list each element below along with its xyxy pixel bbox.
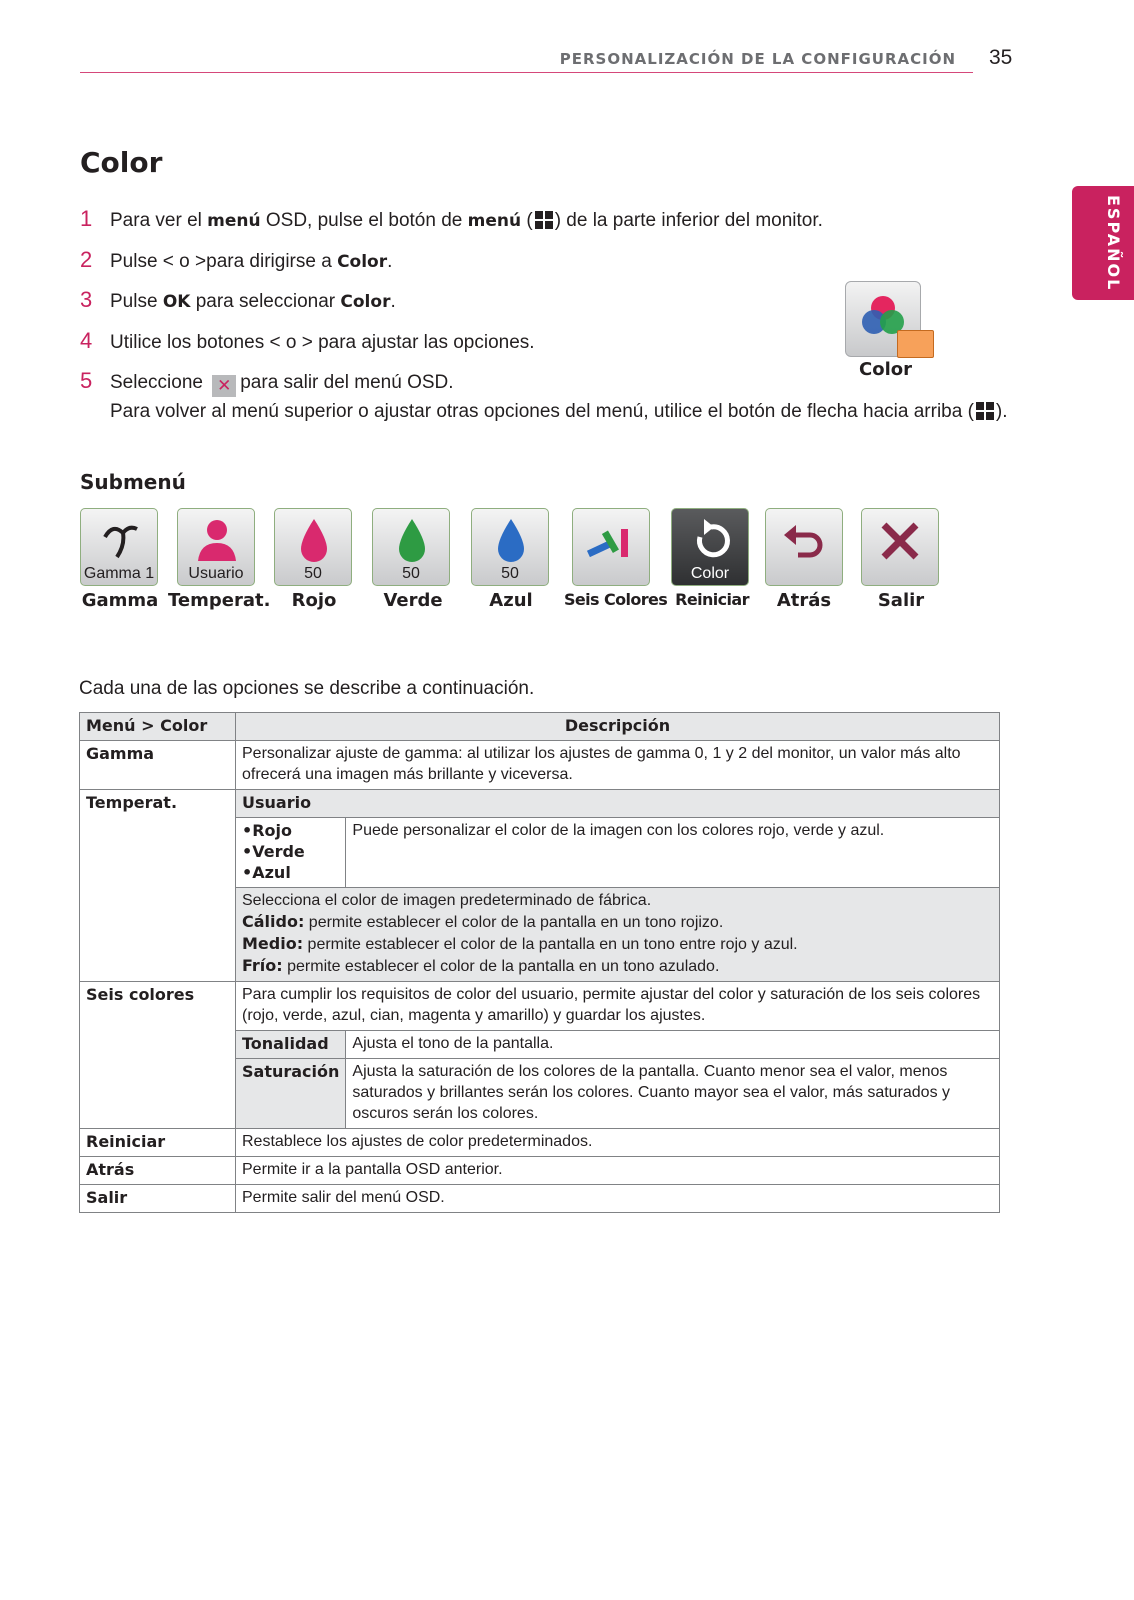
step-bold: Color (337, 252, 388, 272)
back-arrow-icon (780, 515, 830, 565)
preset-text: permite establecer el color de la pantalla en un tono azulado. (282, 958, 720, 975)
tile-label-seis-colores: Seis Colores (564, 590, 668, 609)
language-tab-label: ESPAÑOL (1104, 194, 1123, 292)
step-text: para seleccionar (190, 291, 341, 312)
step-text: ( (521, 210, 533, 231)
step-number: 4 (80, 328, 93, 353)
header-description: Descripción (236, 713, 1000, 741)
table-row (80, 790, 1000, 818)
step-5 (80, 368, 454, 397)
gamma-tile[interactable] (80, 508, 158, 586)
six-colors-icon (587, 515, 647, 565)
row-key-seis-colores: Seis colores (80, 982, 236, 1129)
rgb-description: Puede personalizar el color de la imagen con los colores rojo, verde y azul. (346, 818, 1000, 888)
table-row (80, 1129, 1000, 1157)
tile-label-azul: Azul (489, 590, 533, 611)
user-tile[interactable] (177, 508, 255, 586)
color-icon-label: Color (859, 359, 912, 380)
tile-label-temperat: Temperat. (168, 590, 271, 611)
preset-key: Frío: (242, 956, 283, 975)
menu-button-icon (535, 211, 553, 229)
step-bold: Color (340, 292, 391, 312)
preset-intro: Selecciona el color de imagen predeterminado de fábrica. (242, 892, 652, 909)
step-text: . (387, 251, 393, 272)
row-value-reiniciar: Restablece los ajustes de color predeterminados. (236, 1129, 1000, 1157)
table-header-row (80, 713, 1000, 741)
row-value-gamma: Personalizar ajuste de gamma: al utilizar los ajustes de gamma 0, 1 y 2 del monitor, un valor más alto ofrecerá una imagen más brillante y viceversa. (236, 741, 1000, 790)
options-table (79, 712, 1000, 1213)
tile-caption: Gamma 1 (83, 565, 155, 582)
blue-drop-icon (486, 515, 536, 565)
reset-tile[interactable] (671, 508, 749, 586)
tile-caption: 50 (501, 565, 519, 582)
exit-tile[interactable] (861, 508, 939, 586)
preset-description (236, 888, 1000, 982)
step-number: 3 (80, 287, 93, 312)
step-text: OSD, pulse el botón de (260, 210, 468, 231)
language-tab (1072, 186, 1134, 300)
row-key-gamma: Gamma (80, 741, 236, 790)
user-icon (192, 515, 242, 565)
exit-icon: ✕ (212, 375, 236, 397)
step-4 (80, 328, 535, 354)
rgb-item: •Verde (242, 842, 305, 861)
saturacion-description: Ajusta la saturación de los colores de la pantalla. Cuanto menor sea el valor, menos saturados y brillantes serán los colores. Cuanto mayor sea el valor, más saturados y oscuros serán los colores. (346, 1059, 1000, 1129)
tile-caption: 50 (304, 565, 322, 582)
step-1 (80, 206, 823, 232)
step-bold: OK (162, 292, 191, 312)
note-text: ). (995, 401, 1008, 422)
preset-calido (242, 911, 993, 933)
back-tile[interactable] (765, 508, 843, 586)
preset-medio (242, 933, 993, 955)
submenu-title: Submenú (80, 470, 186, 494)
step-text: Para ver el (110, 210, 208, 231)
tonalidad-label: Tonalidad (236, 1031, 346, 1059)
rgb-list (236, 818, 346, 888)
red-tile[interactable] (274, 508, 352, 586)
rgb-item: •Rojo (242, 821, 293, 840)
tile-label-gamma: Gamma (81, 590, 159, 611)
tile-caption: Usuario (188, 565, 244, 582)
menu-button-icon (976, 402, 994, 420)
preset-frio (242, 955, 993, 977)
rgb-item: •Azul (242, 863, 291, 882)
step-text: ) de la parte inferior del monitor. (554, 210, 823, 231)
step-number: 5 (80, 368, 93, 393)
row-value-seis-colores: Para cumplir los requisitos de color del usuario, permite ajustar del color y saturación de los seis colores (rojo, verde, azul, cian, magenta y amarillo) y guardar los ajustes. (236, 982, 1000, 1031)
step-2 (80, 247, 392, 273)
tile-label-rojo: Rojo (291, 590, 337, 611)
tile-caption: Color (690, 565, 730, 582)
row-key-temperat: Temperat. (80, 790, 236, 982)
preset-text: permite establecer el color de la pantalla en un tono rojizo. (304, 914, 724, 931)
header-divider (80, 72, 973, 73)
tonalidad-description: Ajusta el tono de la pantalla. (346, 1031, 1000, 1059)
green-tile[interactable] (372, 508, 450, 586)
folder-icon (897, 330, 934, 358)
saturacion-label: Saturación (236, 1059, 346, 1129)
tile-label-salir: Salir (877, 590, 925, 611)
step-text: Pulse (110, 291, 163, 312)
close-icon (876, 515, 926, 565)
table-intro: Cada una de las opciones se describe a continuación. (79, 678, 535, 699)
step-5-note (110, 401, 1008, 423)
six-colors-tile[interactable] (572, 508, 650, 586)
table-row (80, 982, 1000, 1031)
preset-key: Medio: (242, 934, 304, 953)
step-text: . (390, 291, 396, 312)
step-text: para salir del menú OSD. (240, 372, 454, 393)
step-text: Seleccione (110, 372, 209, 393)
table-row (80, 741, 1000, 790)
tile-label-reiniciar: Reiniciar (675, 590, 749, 609)
row-value-atras: Permite ir a la pantalla OSD anterior. (236, 1157, 1000, 1185)
reset-icon (686, 515, 736, 565)
red-drop-icon (289, 515, 339, 565)
preset-key: Cálido: (242, 912, 305, 931)
section-header: PERSONALIZACIÓN DE LA CONFIGURACIÓN (559, 50, 956, 68)
usuario-label: Usuario (236, 790, 1000, 818)
blue-tile[interactable] (471, 508, 549, 586)
gamma-icon (95, 515, 145, 565)
step-3 (80, 287, 396, 313)
tile-label-atras: Atrás (776, 590, 832, 611)
step-bold: menú (467, 211, 522, 231)
header-menu: Menú > Color (80, 713, 236, 741)
step-text: Pulse < o >para dirigirse a (110, 251, 338, 272)
tile-caption: 50 (402, 565, 420, 582)
row-key-reiniciar: Reiniciar (80, 1129, 236, 1157)
row-value-salir: Permite salir del menú OSD. (236, 1185, 1000, 1213)
step-number: 2 (80, 247, 93, 272)
row-key-salir: Salir (80, 1185, 236, 1213)
row-key-atras: Atrás (80, 1157, 236, 1185)
page-title: Color (80, 146, 163, 179)
table-row (80, 1185, 1000, 1213)
step-text: Utilice los botones < o > para ajustar las opciones. (110, 332, 535, 353)
table-row (80, 1157, 1000, 1185)
step-bold: menú (207, 211, 261, 231)
note-text: Para volver al menú superior o ajustar otras opciones del menú, utilice el botón de flecha hacia arriba ( (110, 401, 974, 422)
green-drop-icon (387, 515, 437, 565)
tile-label-verde: Verde (383, 590, 443, 611)
step-number: 1 (80, 206, 93, 231)
page-number: 35 (989, 46, 1013, 69)
preset-text: permite establecer el color de la pantalla en un tono entre rojo y azul. (303, 936, 798, 953)
